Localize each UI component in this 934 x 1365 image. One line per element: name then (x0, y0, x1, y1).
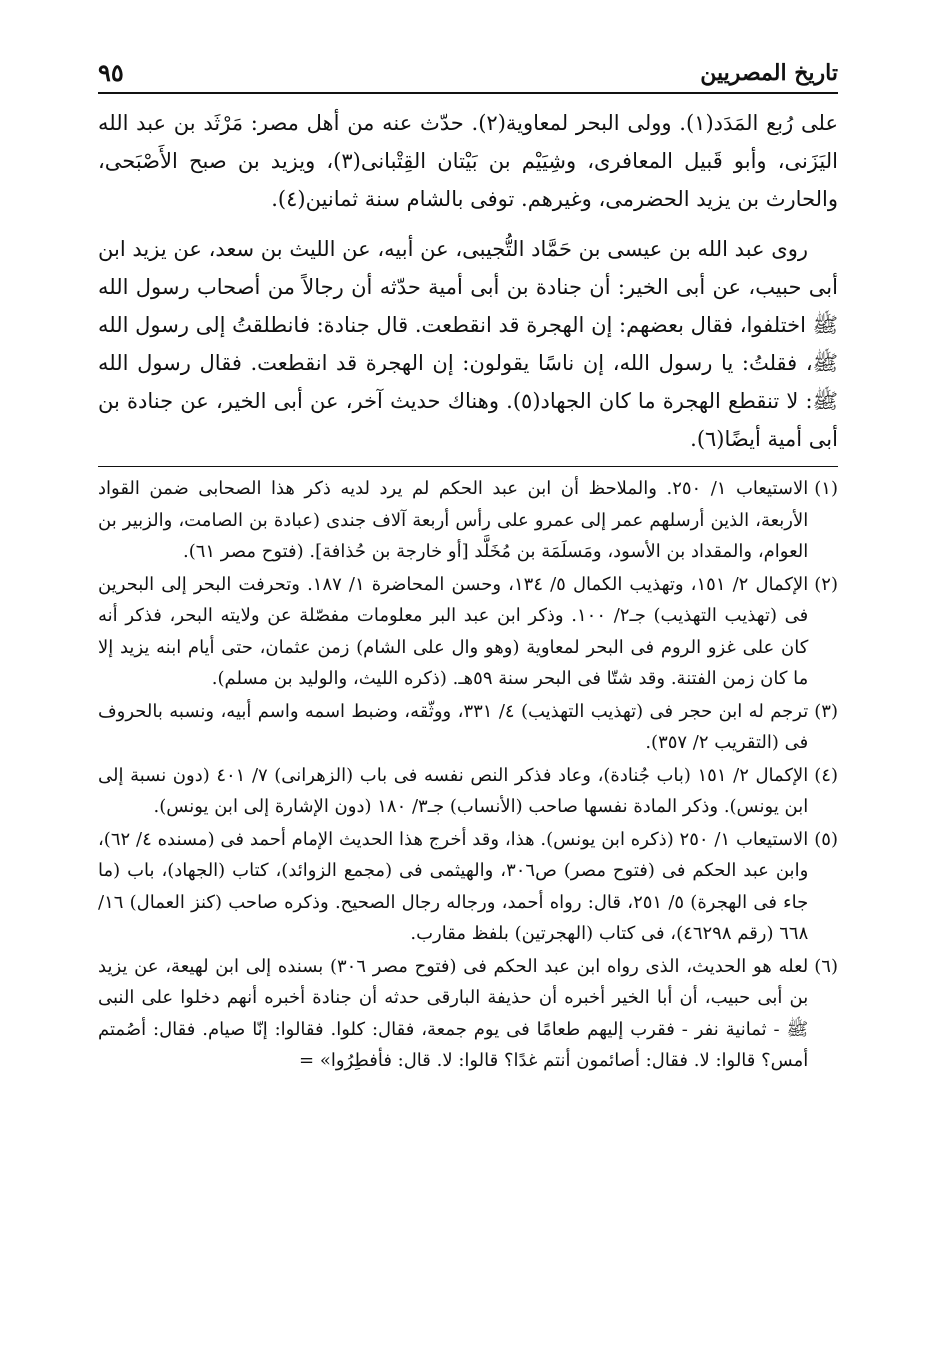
footnote-text: لعله هو الحديث، الذى رواه ابن عبد الحكم فى (فتوح مصر ٣٠٦) بسنده إلى ابن لهيعة، عن يزيد بن أبى حبيب، أن أبا الخير أخبره أن حذيفة البارقى حدثه أن جنادة أخبره أنهم دخلوا على النبى ﷺ - ثمانية نفر - فقرب إليهم طعامًا فى يوم جمعة، فقال: كلوا. فقالوا: إنّا صيام. فقال: أصُمتم أمس؟ قالوا: لا. فقال: أصائمون أنتم غدًا؟ قالوا: لا. قال: فأفطِرُوا» = (98, 955, 809, 1071)
footnote-text: ترجم له ابن حجر فى (تهذيب التهذيب) ٤/ ٣٣١، ووثّقه، وضبط اسمه واسم أبيه، ونسبه بالحروف فى (التقريب ٢/ ٣٥٧). (98, 700, 809, 753)
footnote-4 (98, 760, 838, 823)
footnote-text: الإكمال ٢/ ١٥١ (باب جُنادة)، وعاد فذكر النص نفسه فى باب (الزهرانى) ٧/ ٤٠١ (دون نسبة إلى ابن يونس). وذكر المادة نفسها صاحب (الأنساب) جـ٣/ ١٨٠ (دون الإشارة إلى ابن يونس). (98, 764, 809, 817)
body-paragraph-2: روى عبد الله بن عيسى بن حَمَّاد التُّجيبى، عن أبيه، عن الليث بن سعد، عن يزيد ابن أبى حبيب، عن أبى الخير: أن جنادة بن أبى أمية حدّثه أن رجالاً من أصحاب رسول الله ﷺ اختلفوا، فقال بعضهم: إن الهجرة قد انقطعت. قال جنادة: فانطلقتُ إلى رسول الله ﷺ، فقلتُ: يا رسول الله، إن ناسًا يقولون: إن الهجرة قد انقطعت. فقال رسول الله ﷺ: لا تنقطع الهجرة ما كان الجهاد(٥). وهناك حديث آخر، عن أبى الخير، عن جنادة بن أبى أمية أيضًا(٦). (98, 237, 838, 451)
footnote-1 (98, 473, 838, 568)
footnote-text: الاستيعاب ١/ ٢٥٠. والملاحظ أن ابن عبد الحكم لم يرد لديه ذكر هذا الصحابى ضمن القواد الأربعة، الذين أرسلهم عمر إلى عمرو على رأس أربعة آلاف جندى (عبادة بن الصامت، والزبير بن العوام، والمقداد بن الأسود، ومَسلَمَة بن مُخَلَّد [أو خارجة بن حُذافة]. (فتوح مصر ٦١). (98, 478, 809, 562)
page-number: ٩٥ (98, 58, 124, 87)
footnote-6 (98, 951, 838, 1077)
footnotes (98, 473, 838, 1077)
running-title: تاريخ المصريين (700, 60, 838, 86)
footnote-number: (٣) (814, 700, 838, 722)
footnote-divider (98, 466, 838, 467)
footnote-text: الإكمال ٢/ ١٥١، وتهذيب الكمال ٥/ ١٣٤، وحسن المحاضرة ١/ ١٨٧. وتحرفت البحر إلى البحرين فى (تهذيب التهذيب) جـ٢/ ١٠٠. وذكر ابن عبد البر معلومات مفصّلة عن ولايته البحر، فذكر أنه كان على غزو الروم فى البحر لمعاوية (وهو وال على الشام) زمن عثمان، حتى أيام ابنه يزيد إلا ما كان زمن الفتنة. وقد شتّا فى البحر سنة ٥٩هـ. (ذكره الليث، والوليد بن مسلم). (98, 573, 809, 689)
page-header (98, 58, 838, 94)
footnote-number: (٥) (814, 828, 838, 850)
body-paragraph-1: على رُبع المَدَد(١). وولى البحر لمعاوية(٢). حدّث عنه من أهل مصر: مَرْثَد بن عبد الله اليَزَنى، وأبو قَبيل المعافرى، وشِيَيْم بن بَيْتان القِتْبانى(٣)، ويزيد بن صبح الأَصْبَحى، والحارث بن يزيد الحضرمى، وغيرهم. توفى بالشام سنة ثمانين(٤). (98, 111, 838, 211)
footnote-2 (98, 569, 838, 695)
footnote-text: الاستيعاب ١/ ٢٥٠ (ذكره ابن يونس). هذا، وقد أخرج هذا الحديث الإمام أحمد فى (مسنده ٤/ ٦٢)، وابن عبد الحكم فى (فتوح مصر) ص٣٠٦، والهيثمى فى (مجمع الزوائد)، كتاب (الجهاد)، باب (ما جاء فى الهجرة) ٥/ ٢٥١، قال: رواه أحمد، ورجاله رجال الصحيح. وذكره صاحب (كنز العمال) ١٦/ ٦٦٨ (رقم ٤٦٢٩٨)، فى كتاب (الهجرتين) بلفظ مقارب. (98, 828, 809, 944)
footnote-number: (١) (814, 478, 838, 499)
footnote-5 (98, 824, 838, 950)
footnote-3 (98, 696, 838, 759)
footnote-number: (٦) (814, 955, 838, 977)
footnote-number: (٢) (814, 573, 838, 595)
footnote-number: (٤) (814, 764, 838, 786)
